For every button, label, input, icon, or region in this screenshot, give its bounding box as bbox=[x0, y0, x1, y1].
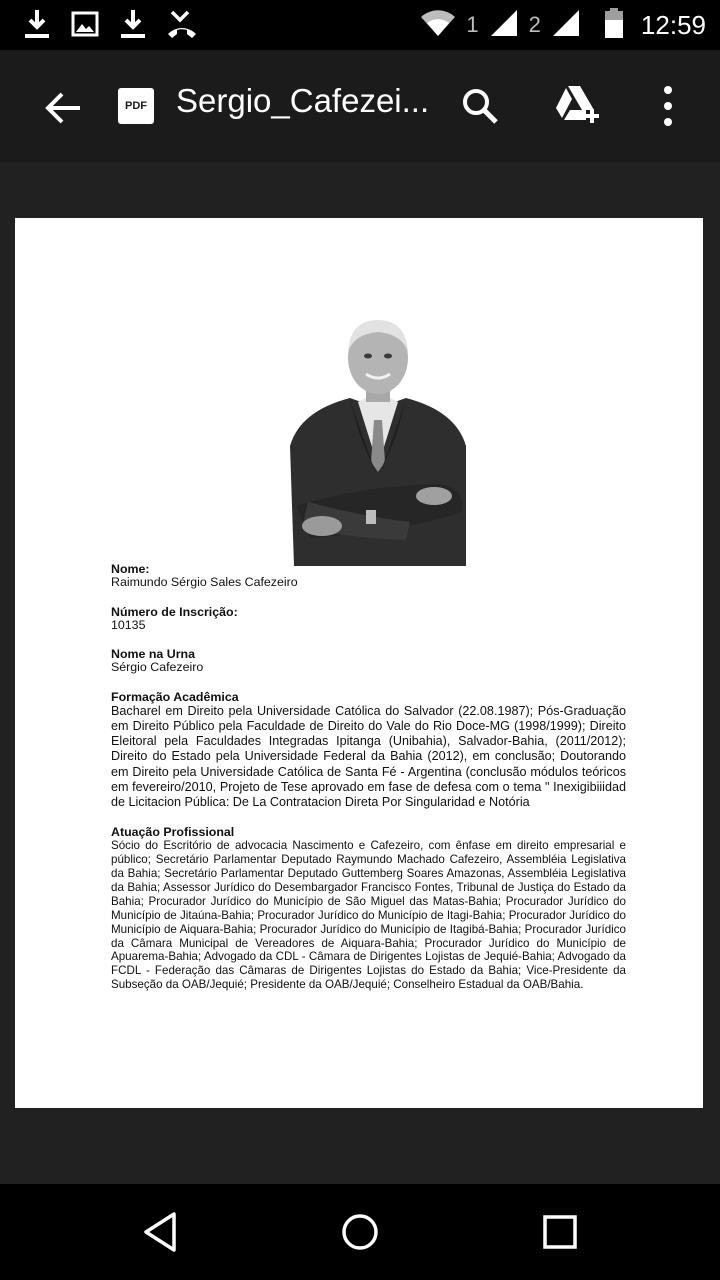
app-toolbar bbox=[0, 50, 720, 162]
status-bar bbox=[0, 0, 720, 50]
recents-nav-icon[interactable] bbox=[538, 1210, 582, 1254]
document-body bbox=[111, 562, 626, 1007]
section-heading: Nome na Urna bbox=[111, 647, 195, 662]
download-icon bbox=[118, 8, 148, 40]
home-nav-icon[interactable] bbox=[338, 1210, 382, 1254]
pdf-file-icon: PDF bbox=[118, 88, 154, 124]
add-to-drive-icon[interactable] bbox=[552, 84, 600, 128]
wifi-icon bbox=[420, 9, 456, 42]
signal-icon bbox=[551, 8, 581, 43]
missed-call-icon bbox=[166, 8, 196, 40]
navigation-bar bbox=[0, 1184, 720, 1280]
download-icon bbox=[22, 8, 52, 40]
more-options-icon[interactable] bbox=[656, 84, 680, 128]
battery-icon bbox=[605, 8, 623, 43]
back-nav-icon[interactable] bbox=[138, 1210, 182, 1254]
section-text: Raimundo Sérgio Sales Cafezeiro bbox=[111, 575, 298, 589]
section-heading: Nome: bbox=[111, 562, 150, 576]
section-heading: Atuação Profissional bbox=[111, 825, 235, 840]
section-text: 10135 bbox=[111, 617, 146, 632]
section-heading: Número de Inscrição: bbox=[111, 604, 238, 619]
clock: 12:59 bbox=[640, 9, 706, 40]
pdf-page[interactable] bbox=[15, 218, 703, 1108]
search-icon[interactable] bbox=[458, 84, 502, 128]
section-name bbox=[111, 562, 626, 590]
signal-icon bbox=[489, 8, 519, 43]
section-professional-experience bbox=[111, 825, 626, 992]
back-arrow-icon[interactable] bbox=[42, 86, 86, 130]
section-heading: Formação Acadêmica bbox=[111, 689, 239, 704]
sim1-label: 1 bbox=[466, 12, 479, 37]
section-education bbox=[111, 690, 626, 810]
document-title: Sergio_Cafezei... bbox=[176, 82, 430, 119]
sim2-label: 2 bbox=[528, 12, 541, 37]
image-icon bbox=[70, 8, 100, 40]
section-text: Bacharel em Direito pela Universidade Católica do Salvador (22.08.1987); Pós-Graduação em Direito Público pela Faculdade de Direito do Vale do Rio Doce-MG (1998/1999); Direito Eleitoral pela Faculdades Integradas Ipitanga (Unibahia), Salvador-Bahia, (2011/2012); Direito do Estado pela Universidade Federal da Bahia (2012), em conclusão; Doutorando em Direito pela Universidade Católica de Santa Fé - Argentina (conclusão módulos teóricos em fevereiro/2010, Projeto de Tese aprovado em fase de defesa com o tema " Inexigibiiidad de Licitacion Pública: De La Contratacion Direta Por Singularidad e Notória bbox=[111, 703, 626, 809]
profile-photo bbox=[290, 316, 466, 566]
section-text: Sérgio Cafezeiro bbox=[111, 660, 204, 675]
section-registration-number bbox=[111, 605, 626, 633]
pdf-viewer[interactable] bbox=[0, 162, 720, 1184]
section-text: Sócio do Escritório de advocacia Nascimento e Cafezeiro, com ênfase em direito empresarial e público; Secretário Parlamentar Deputado Raymundo Machado Cafezeiro, Assembléia Legislativa da Bahia; Secretário Parlamentar Deputado Guttemberg Soares Amazonas, Assembléia Legislativa da Bahia; Assessor Jurídico do Desembargador Francisco Fontes, Tribunal de Justiça do Estado da Bahia; Procurador Jurídico do Município de São Miguel das Matas-Bahia; Procurador Jurídico do Município de Jitaúna-Bahia; Procurador Jurídico do Município de Itagi-Bahia; Procurador Jurídico do Município de Aiquara-Bahia; Procurador Jurídico do Município de Itagibá-Bahia; Procurador Jurídico da Câmara Municipal de Vereadores de Aiquara-Bahia; Procurador Jurídico do Município de Apuarema-Bahia; Advogado da CDL - Câmara de Dirigentes Lojistas de Jequié-Bahia; Advogado da FCDL - Federação das Câmaras de Dirigentes Lojistas do Estado da Bahia; Vice-Presidente da Subseção da OAB/Jequié; Presidente da OAB/Jequié; Conselheiro Estadual da OAB/Bahia. bbox=[111, 839, 626, 992]
section-ballot-name bbox=[111, 647, 626, 675]
